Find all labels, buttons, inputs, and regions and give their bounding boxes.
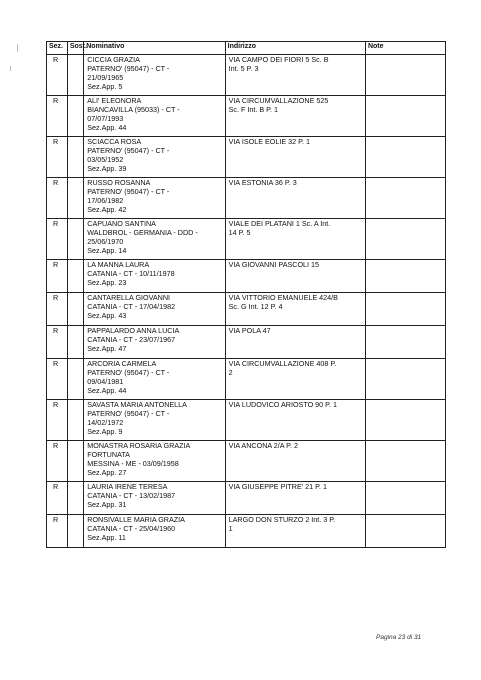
nominativo-line: BIANCAVILLA (95033) - CT - (87, 104, 180, 114)
sez-cell: R (47, 219, 68, 260)
indirizzo-line: LARGO DON STURZO 2 Int. 3 P. (228, 515, 336, 524)
note-cell (365, 293, 445, 326)
nominativo-line: Sez.App. 47 (87, 343, 127, 353)
sost-cell (67, 400, 83, 441)
nominativo-line: CATANIA - CT - 25/04/1960 (87, 523, 176, 533)
note-cell (365, 326, 445, 359)
nominativo-line: WALDBROL - GERMANIA - DDD - (87, 227, 198, 237)
indirizzo-cell (225, 96, 365, 137)
sez-cell: R (47, 55, 68, 96)
sez-cell: R (47, 400, 68, 441)
voter-table (46, 41, 446, 548)
indirizzo-line: VIA GIUSEPPE PITRE' 21 P. 1 (228, 482, 327, 491)
sost-cell (67, 178, 83, 219)
nominativo-cell (84, 178, 225, 219)
table-row (47, 55, 446, 96)
table-body (47, 55, 446, 548)
sost-cell (67, 137, 83, 178)
nominativo-line: PATERNO' (95047) - CT - (87, 63, 170, 73)
indirizzo-line: VIA CIRCUMVALLAZIONE 408 P. (228, 359, 337, 368)
note-cell (365, 359, 445, 400)
nominativo-line: PATERNO' (95047) - CT - (87, 145, 170, 155)
nominativo-cell (84, 359, 225, 400)
indirizzo-cell (225, 482, 365, 515)
indirizzo-line: VIA VITTORIO EMANUELE 424/B (228, 293, 338, 302)
nominativo-cell (84, 400, 225, 441)
nominativo-cell (84, 260, 225, 293)
nominativo-line: PATERNO' (95047) - CT - (87, 367, 170, 377)
nominativo-line: LAURIA IRENE TERESA (87, 482, 168, 491)
nominativo-line: 07/07/1993 (87, 113, 124, 123)
note-cell (365, 515, 445, 548)
scan-mark (17, 44, 18, 52)
nominativo-cell (84, 137, 225, 178)
indirizzo-line: VIA ANCONA 2/A P. 2 (228, 441, 299, 450)
indirizzo-line: VIA POLA 47 (228, 326, 271, 335)
nominativo-line: 09/04/1981 (87, 376, 124, 386)
sez-cell: R (47, 260, 68, 293)
nominativo-line: ARCORIA CARMELA (87, 359, 157, 368)
indirizzo-line: VIA GIOVANNI PASCOLI 15 (228, 260, 320, 269)
voter-table-container (46, 41, 446, 548)
nominativo-line: RUSSO ROSANNA (87, 178, 151, 187)
indirizzo-line: VIA ESTONIA 36 P. 3 (228, 178, 297, 187)
nominativo-cell (84, 326, 225, 359)
nominativo-line: MESSINA - ME - 03/09/1958 (87, 458, 179, 468)
header-nominativo: Nominativo (84, 42, 225, 55)
header-indirizzo: Indirizzo (225, 42, 365, 55)
indirizzo-line: VIA LUDOVICO ARIOSTO 90 P. 1 (228, 400, 338, 409)
sost-cell (67, 55, 83, 96)
sost-cell (67, 219, 83, 260)
nominativo-line: 14/02/1972 (87, 417, 124, 427)
sez-cell: R (47, 293, 68, 326)
sez-cell: R (47, 441, 68, 482)
sost-cell (67, 359, 83, 400)
nominativo-line: MONASTRA ROSARIA GRAZIA (87, 441, 191, 450)
nominativo-line: CATANIA - CT - 23/07/1967 (87, 334, 176, 344)
indirizzo-cell (225, 326, 365, 359)
indirizzo-cell (225, 55, 365, 96)
sez-cell: R (47, 482, 68, 515)
sost-cell (67, 441, 83, 482)
nominativo-line: CANTARELLA GIOVANNI (87, 293, 171, 302)
sez-cell: R (47, 96, 68, 137)
nominativo-line: 03/05/1952 (87, 154, 124, 164)
indirizzo-line: 2 (228, 367, 233, 377)
nominativo-line: 21/09/1965 (87, 72, 124, 82)
note-cell (365, 137, 445, 178)
header-note: Note (365, 42, 445, 55)
nominativo-line: Sez.App. 5 (87, 81, 123, 91)
sez-cell: R (47, 515, 68, 548)
sost-cell (67, 260, 83, 293)
nominativo-line: Sez.App. 31 (87, 499, 127, 509)
table-row (47, 178, 446, 219)
table-row (47, 441, 446, 482)
nominativo-line: CATANIA - CT - 13/02/1987 (87, 490, 176, 500)
table-row (47, 137, 446, 178)
nominativo-cell (84, 96, 225, 137)
nominativo-cell (84, 293, 225, 326)
nominativo-line: PATERNO' (95047) - CT - (87, 186, 170, 196)
nominativo-line: Sez.App. 44 (87, 385, 127, 395)
nominativo-line: CATANIA - CT - 10/11/1978 (87, 268, 175, 278)
table-row (47, 293, 446, 326)
note-cell (365, 260, 445, 293)
nominativo-line: LA MANNA LAURA (87, 260, 150, 269)
nominativo-line: Sez.App. 42 (87, 204, 127, 214)
indirizzo-line: 14 P. 5 (228, 227, 251, 237)
sez-cell: R (47, 326, 68, 359)
table-row (47, 260, 446, 293)
sost-cell (67, 515, 83, 548)
indirizzo-line: Int. 5 P. 3 (228, 63, 259, 73)
nominativo-line: Sez.App. 27 (87, 467, 127, 477)
note-cell (365, 178, 445, 219)
sost-cell (67, 293, 83, 326)
sez-cell: R (47, 137, 68, 178)
sost-cell (67, 96, 83, 137)
note-cell (365, 400, 445, 441)
nominativo-line: Sez.App. 14 (87, 245, 127, 255)
nominativo-line: ALI' ELEONORA (87, 96, 142, 105)
nominativo-line: Sez.App. 39 (87, 163, 127, 173)
indirizzo-cell (225, 400, 365, 441)
nominativo-line: PAPPALARDO ANNA LUCIA (87, 326, 180, 335)
indirizzo-cell (225, 137, 365, 178)
indirizzo-cell (225, 515, 365, 548)
nominativo-line: Sez.App. 11 (87, 532, 126, 542)
nominativo-cell (84, 55, 225, 96)
note-cell (365, 219, 445, 260)
nominativo-cell (84, 219, 225, 260)
nominativo-cell (84, 515, 225, 548)
nominativo-line: Sez.App. 43 (87, 310, 127, 320)
nominativo-line: Sez.App. 9 (87, 426, 123, 436)
indirizzo-cell (225, 293, 365, 326)
indirizzo-line: Sc. G Int. 12 P. 4 (228, 301, 283, 311)
indirizzo-line: VIA ISOLE EOLIE 32 P. 1 (228, 137, 311, 146)
nominativo-line: SCIACCA ROSA (87, 137, 142, 146)
indirizzo-cell (225, 219, 365, 260)
indirizzo-line: VIALE DEI PLATANI 1 Sc. A Int. (228, 219, 331, 228)
table-row (47, 515, 446, 548)
indirizzo-line: VIA CAMPO DEI FIORI 5 Sc. B (228, 55, 329, 64)
page-number: Pagina 23 di 31 (376, 634, 422, 641)
nominativo-line: CATANIA - CT - 17/04/1982 (87, 301, 176, 311)
indirizzo-line: 1 (228, 523, 233, 533)
table-row (47, 359, 446, 400)
nominativo-line: 17/06/1982 (87, 195, 124, 205)
indirizzo-line: Sc. F Int. B P. 1 (228, 104, 279, 114)
table-row (47, 326, 446, 359)
nominativo-line: Sez.App. 23 (87, 277, 127, 287)
table-row (47, 400, 446, 441)
table-row (47, 96, 446, 137)
nominativo-line: CICCIA GRAZIA (87, 55, 140, 64)
table-row (47, 219, 446, 260)
scan-mark (10, 66, 11, 71)
nominativo-line: Sez.App. 44 (87, 122, 127, 132)
note-cell (365, 55, 445, 96)
nominativo-line: FORTUNATA (87, 449, 130, 459)
indirizzo-cell (225, 359, 365, 400)
sez-cell: R (47, 178, 68, 219)
sost-cell (67, 482, 83, 515)
sost-cell (67, 326, 83, 359)
header-sez: Sez. (47, 42, 68, 55)
header-sost: Sost. (67, 42, 83, 55)
nominativo-line: 25/06/1970 (87, 236, 124, 246)
indirizzo-cell (225, 441, 365, 482)
note-cell (365, 441, 445, 482)
indirizzo-cell (225, 178, 365, 219)
table-row (47, 482, 446, 515)
note-cell (365, 482, 445, 515)
nominativo-line: CAPUANO SANTINA (87, 219, 156, 228)
sez-cell: R (47, 359, 68, 400)
nominativo-line: SAVASTA MARIA ANTONELLA (87, 400, 187, 409)
note-cell (365, 96, 445, 137)
indirizzo-cell (225, 260, 365, 293)
table-header-row (47, 42, 446, 55)
nominativo-cell (84, 482, 225, 515)
nominativo-line: PATERNO' (95047) - CT - (87, 408, 170, 418)
indirizzo-line: VIA CIRCUMVALLAZIONE 525 (228, 96, 329, 105)
nominativo-line: RONSIVALLE MARIA GRAZIA (87, 515, 185, 524)
nominativo-cell (84, 441, 225, 482)
